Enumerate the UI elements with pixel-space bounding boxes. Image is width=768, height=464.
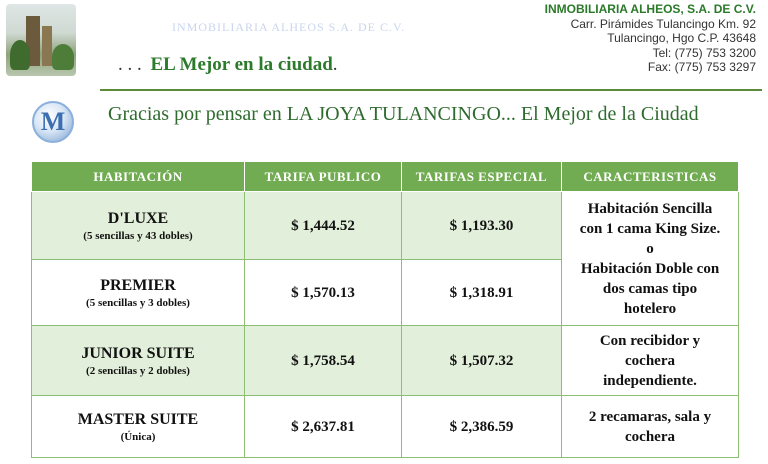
table-row (32, 396, 739, 458)
table-header-row (32, 162, 739, 192)
feature-line: dos camas tipo (602, 280, 698, 297)
feature-line: Con recibidor y (599, 332, 701, 349)
header-habitacion: HABITACIÓN (32, 162, 245, 192)
header-caracteristicas: CARACTERISTICAS (562, 162, 739, 192)
room-cell (32, 192, 245, 260)
features-cell (562, 396, 739, 458)
feature-line: cochera (625, 428, 675, 445)
price-publico: $ 2,637.81 (245, 396, 402, 458)
price-publico: $ 1,444.52 (245, 192, 402, 260)
room-detail: (Única) (120, 430, 156, 443)
feature-line: hotelero (623, 300, 677, 317)
m-logo-icon: M (32, 101, 74, 143)
tree-shape (52, 44, 74, 70)
tagline-dots: . . . (118, 54, 142, 75)
tagline-end: . (332, 54, 338, 75)
company-city: Tulancingo, Hgo C.P. 43648 (607, 31, 756, 45)
room-name: MASTER SUITE (77, 410, 199, 428)
price-especial: $ 1,507.32 (402, 326, 562, 396)
price-especial: $ 2,386.59 (402, 396, 562, 458)
company-name: INMOBILIARIA ALHEOS, S.A. DE C.V. (544, 2, 756, 16)
room-cell (32, 326, 245, 396)
price-publico: $ 1,570.13 (245, 260, 402, 326)
company-address: Carr. Pirámides Tulancingo Km. 92 (570, 16, 756, 31)
room-detail: (2 sencillas y 2 dobles) (86, 364, 190, 377)
company-fax: Fax: (775) 753 3297 (647, 60, 756, 74)
header-tarifa-especial: TARIFAS ESPECIAL (402, 162, 562, 192)
tagline (118, 54, 338, 76)
price-especial: $ 1,193.30 (402, 192, 562, 260)
features-cell (562, 192, 739, 326)
room-cell (32, 260, 245, 326)
room-detail: (5 sencillas y 3 dobles) (86, 296, 190, 309)
tagline-text: EL Mejor en la ciudad (150, 54, 333, 75)
tower-shape (42, 26, 52, 66)
page-headline: Gracias por pensar en LA JOYA TULANCINGO... El Mejor de la Ciudad (108, 103, 699, 125)
room-detail: (5 sencillas y 43 dobles) (83, 229, 193, 242)
room-name: JUNIOR SUITE (81, 344, 195, 362)
feature-line: Habitación Sencilla (587, 200, 713, 217)
feature-line: 2 recamaras, sala y (588, 408, 712, 425)
watermark-text: INMOBILIARIA ALHEOS S.A. DE C.V. (172, 20, 406, 34)
feature-line: independiente. (603, 372, 697, 389)
company-tel: Tel: (775) 753 3200 (652, 45, 756, 60)
room-cell (32, 396, 245, 458)
feature-line: cochera (625, 352, 675, 369)
price-especial: $ 1,318.91 (402, 260, 562, 326)
table-row (32, 326, 739, 396)
feature-line: o (646, 240, 654, 257)
room-name: D'LUXE (107, 209, 169, 227)
room-name: PREMIER (100, 276, 176, 294)
feature-line: con 1 cama King Size. (579, 220, 721, 237)
header-divider (100, 89, 762, 91)
rates-table (31, 161, 739, 458)
features-cell (562, 326, 739, 396)
price-publico: $ 1,758.54 (245, 326, 402, 396)
table-row (32, 192, 739, 260)
company-info (545, 2, 756, 75)
header-tarifa-publico: TARIFA PUBLICO (245, 162, 402, 192)
feature-line: Habitación Doble con (580, 260, 720, 277)
hotel-photo (6, 4, 76, 76)
tree-shape (10, 40, 30, 70)
